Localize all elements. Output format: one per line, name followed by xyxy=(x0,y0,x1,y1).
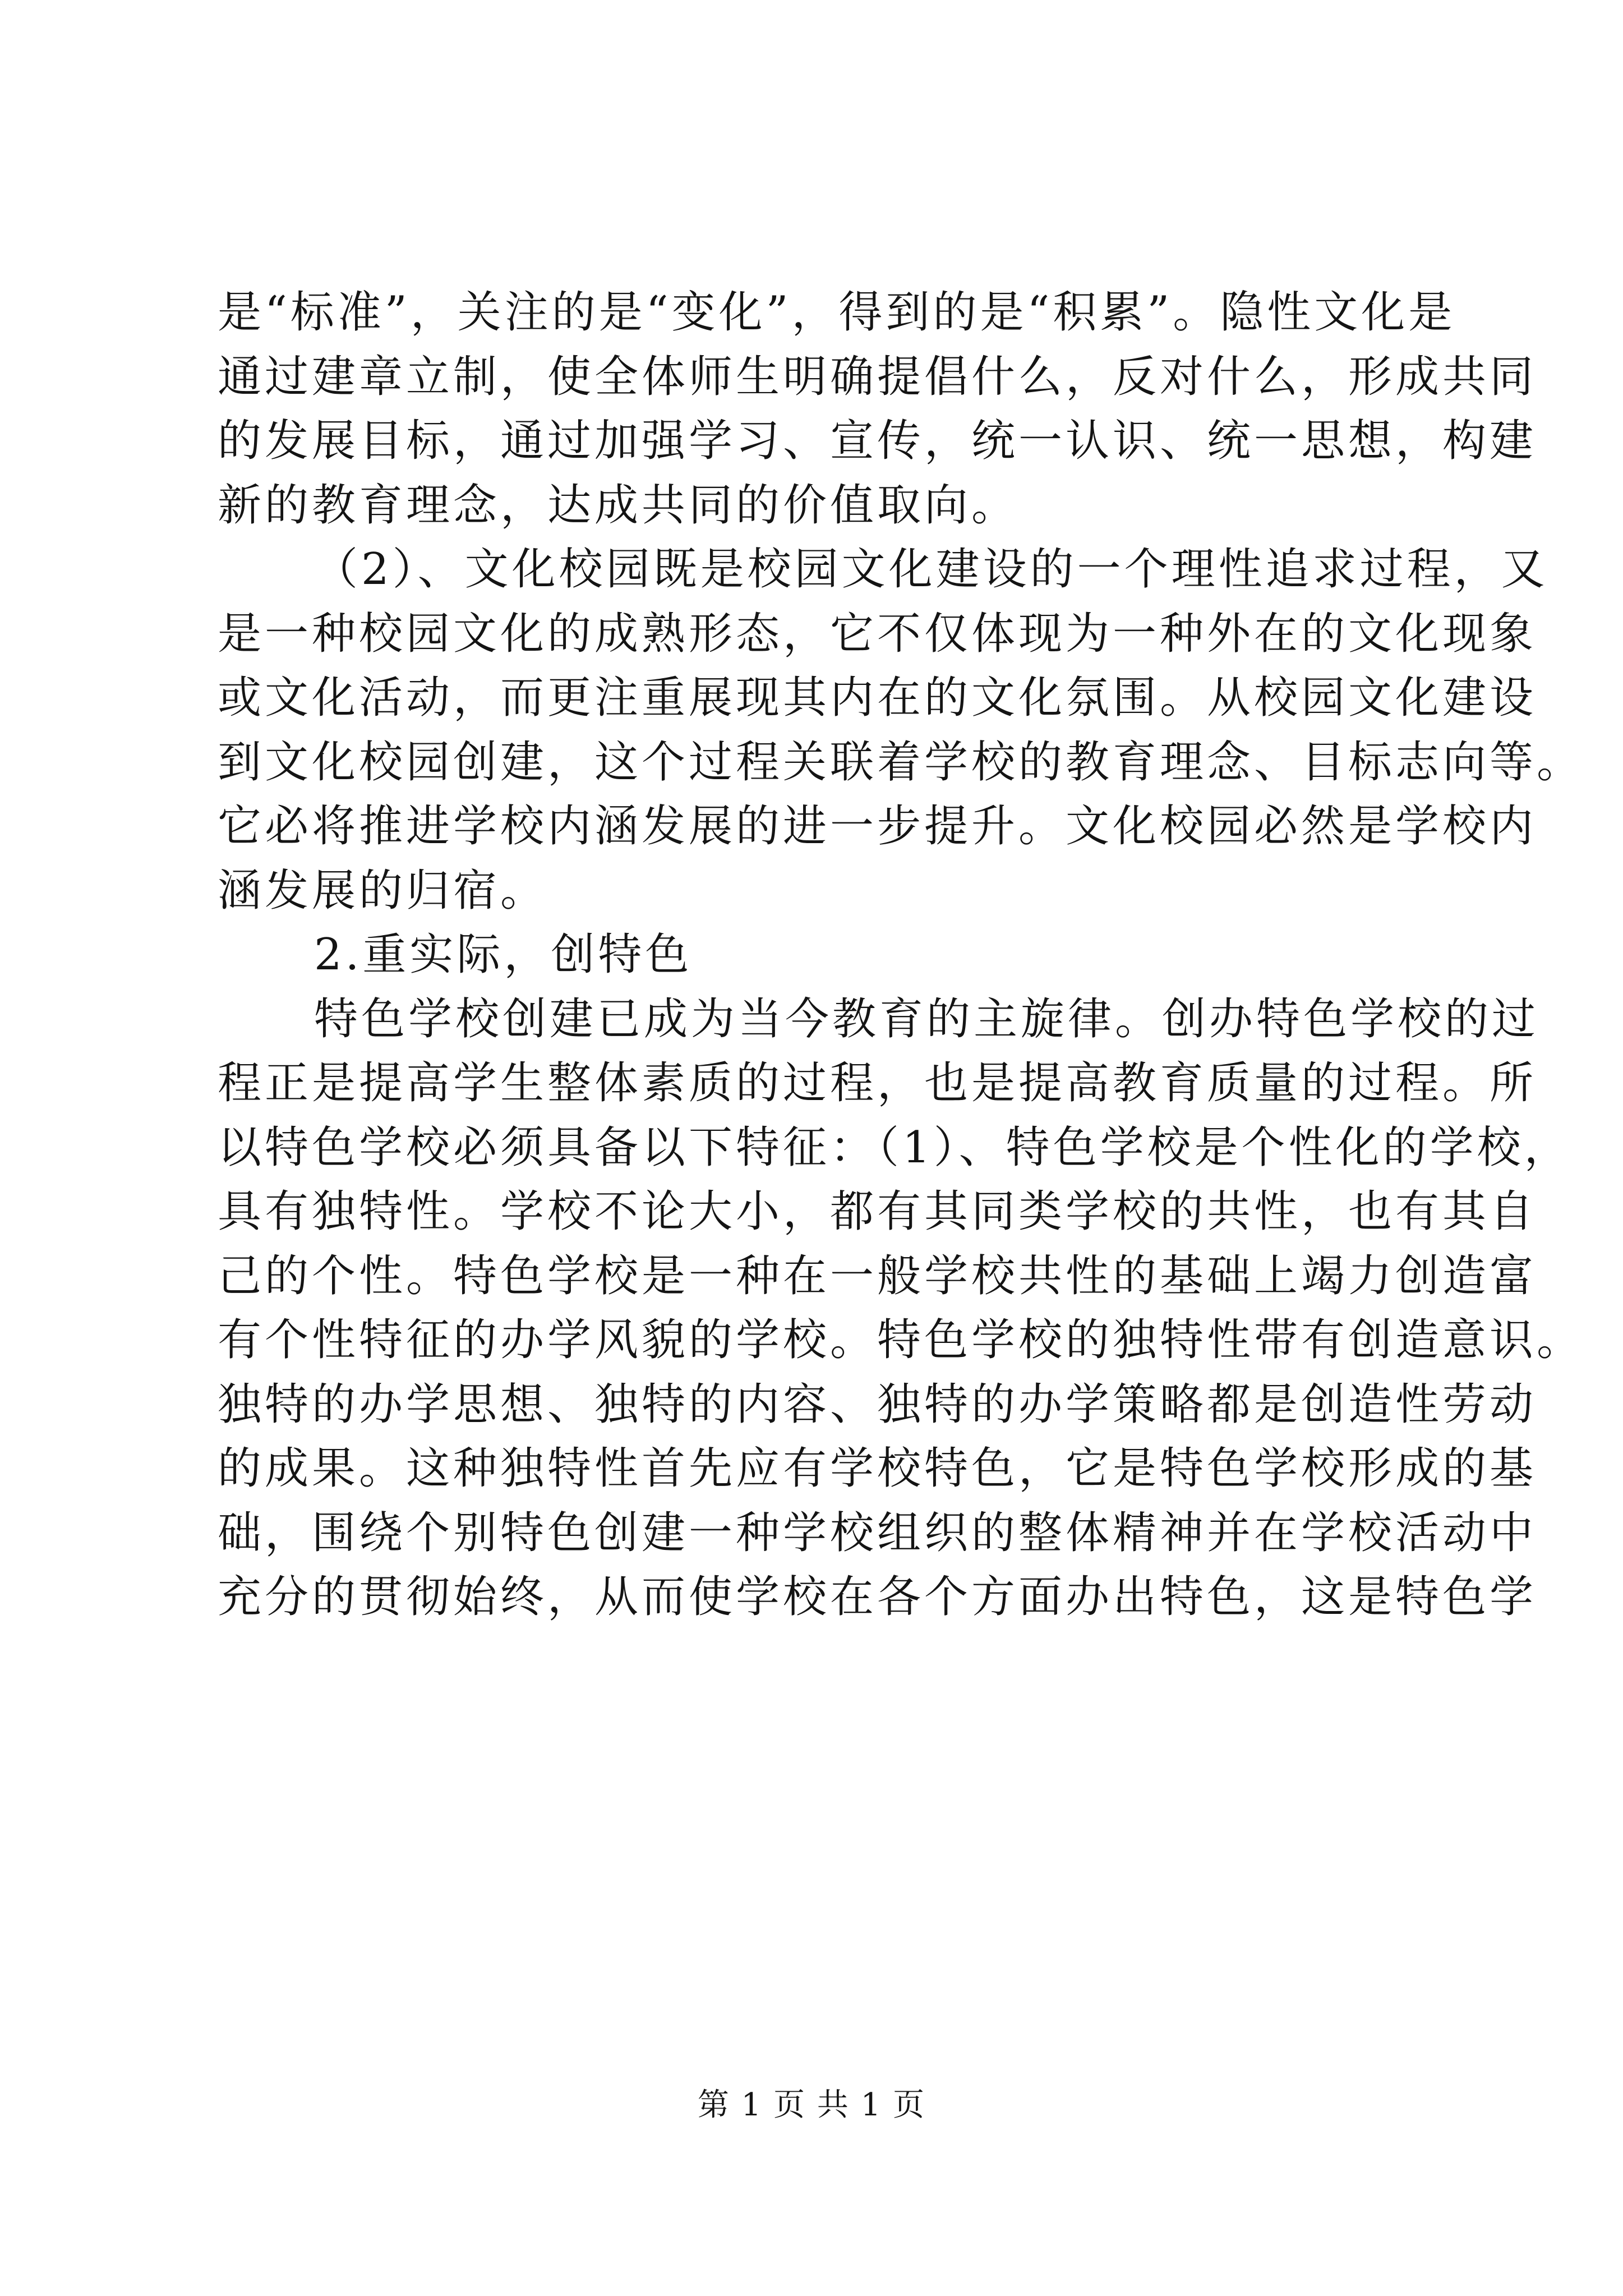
text-line: 的发展目标，通过加强学习、宣传，统一认识、统一思想，构建 xyxy=(218,416,1537,466)
section-heading: 2.重实际，创特色 xyxy=(314,930,693,980)
text-line: 的成果。这种独特性首先应有学校特色，它是特色学校形成的基 xyxy=(218,1443,1537,1494)
text-line: 它必将推进学校内涵发展的进一步提升。文化校园必然是学校内 xyxy=(218,801,1537,852)
paragraph-start-line: 特色学校创建已成为当今教育的主旋律。创办特色学校的过 xyxy=(314,993,1539,1045)
document-body xyxy=(218,280,1584,1630)
text-line: 独特的办学思想、独特的内容、独特的办学策略都是创造性劳动 xyxy=(218,1379,1537,1430)
text-line: 程正是提高学生整体素质的过程，也是提高教育质量的过程。所 xyxy=(218,1058,1537,1108)
text-line: 或文化活动，而更注重展现其内在的文化氛围。从校园文化建设 xyxy=(218,673,1537,723)
text-line: 础，围绕个别特色创建一种学校组织的整体精神并在学校活动中 xyxy=(218,1507,1537,1558)
text-line: 到文化校园创建，这个过程关联着学校的教育理念、目标志向等。 xyxy=(218,737,1584,788)
text-line: 充分的贯彻始终，从而使学校在各个方面办出特色，这是特色学 xyxy=(218,1572,1537,1622)
text-line: 是一种校园文化的成熟形态，它不仅体现为一种外在的文化现象 xyxy=(218,608,1537,659)
text-line: 具有独特性。学校不论大小，都有其同类学校的共性，也有其自 xyxy=(218,1186,1537,1237)
text-line: 己的个性。特色学校是一种在一般学校共性的基础上竭力创造富 xyxy=(218,1250,1537,1301)
text-line: 通过建章立制，使全体师生明确提倡什么，反对什么，形成共同 xyxy=(218,351,1537,402)
text-line: 是“标准”，关注的是“变化”，得到的是“积累”。隐性文化是 xyxy=(218,287,1456,338)
text-line: 以特色学校必须具备以下特征：（1）、特色学校是个性化的学校， xyxy=(218,1122,1571,1173)
text-line: 新的教育理念，达成共同的价值取向。 xyxy=(218,480,1019,531)
text-line: 有个性特征的办学风貌的学校。特色学校的独特性带有创造意识。 xyxy=(218,1315,1584,1365)
paragraph-start-line: （2）、文化校园既是校园文化建设的一个理性追求过程，又 xyxy=(314,544,1548,595)
page-number-footer: 第 1 页 共 1 页 xyxy=(697,2087,926,2123)
text-line: 涵发展的归宿。 xyxy=(218,865,548,916)
